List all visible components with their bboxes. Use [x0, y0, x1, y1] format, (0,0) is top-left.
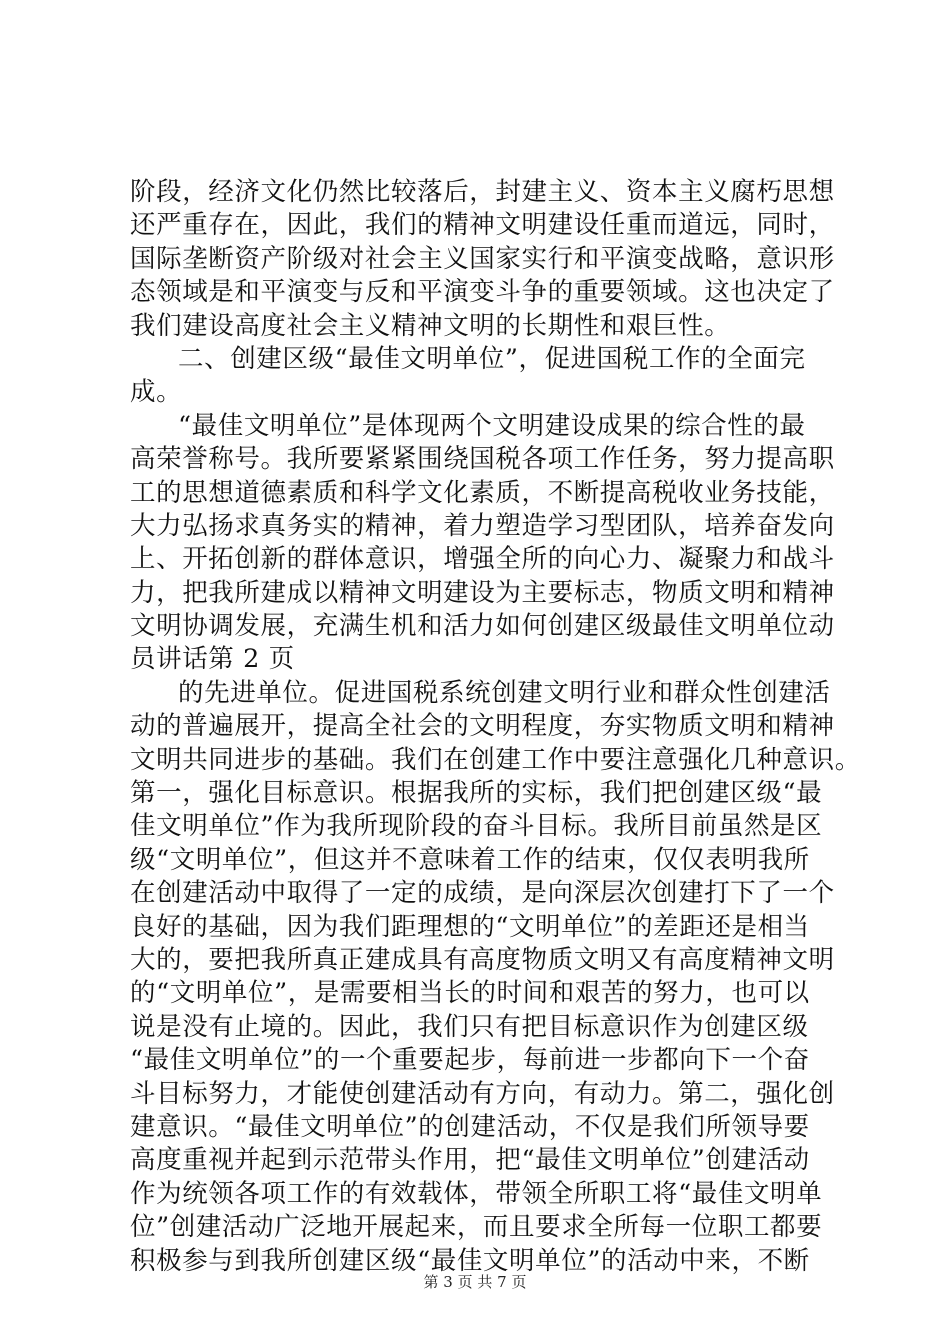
text-line: 级“文明单位”，但这并不意味着工作的结束，仅仅表明我所 [130, 844, 810, 875]
text-line: 力，把我所建成以精神文明建设为主要标志，物质文明和精神 [130, 577, 835, 608]
page-number-indicator: 第 3 页 共 7 页 [423, 1273, 527, 1291]
text-line: 成。 [130, 377, 183, 408]
text-line: 高荣誉称号。我所要紧紧围绕国税各项工作任务，努力提高职 [130, 444, 835, 475]
page-footer [0, 1272, 950, 1292]
text-line: 阶段，经济文化仍然比较落后，封建主义、资本主义腐朽思想 [130, 177, 835, 207]
text-line: 在创建活动中取得了一定的成绩，是向深层次创建打下了一个 [130, 878, 835, 909]
text-line: 国际垄断资产阶级对社会主义国家实行和平演变战略，意识形 [130, 243, 835, 274]
text-line: 文明共同进步的基础。我们在创建工作中要注意强化几种意识。 [130, 744, 861, 775]
text-line: 第一，强化目标意识。根据我所的实标，我们把创建区级“最 [130, 778, 823, 809]
text-line: 建意识。“最佳文明单位”的创建活动，不仅是我们所领导要 [130, 1111, 810, 1142]
text-line: 二、创建区级“最佳文明单位”，促进国税工作的全面完 [178, 343, 806, 374]
text-line: 高度重视并起到示范带头作用，把“最佳文明单位”创建活动 [130, 1145, 810, 1176]
text-line: 的“文明单位”，是需要相当长的时间和艰苦的努力，也可以 [130, 978, 810, 1009]
text-line: 态领域是和平演变与反和平演变斗争的重要领域。这也决定了 [130, 277, 835, 308]
text-line: 大力弘扬求真务实的精神，着力塑造学习型团队，培养奋发向 [130, 510, 835, 541]
text-line: 工的思想道德素质和科学文化素质，不断提高税收业务技能， [130, 477, 835, 508]
text-line: “最佳文明单位”的一个重要起步，每前进一步都向下一个奋 [130, 1045, 810, 1076]
text-line: 佳文明单位”作为我所现阶段的奋斗目标。我所目前虽然是区 [130, 811, 823, 842]
text-line: 员讲话第 2 页 [130, 644, 295, 675]
text-line: 斗目标努力，才能使创建活动有方向，有动力。第二，强化创 [130, 1078, 835, 1109]
text-line: 作为统领各项工作的有效载体，带领全所职工将“最佳文明单 [130, 1178, 823, 1209]
text-line: 大的，要把我所真正建成具有高度物质文明又有高度精神文明 [130, 944, 835, 975]
text-line: 说是没有止境的。因此，我们只有把目标意识作为创建区级 [130, 1011, 809, 1042]
text-line: 积极参与到我所创建区级“最佳文明单位”的活动中来，不断 [130, 1245, 810, 1276]
document-body [130, 176, 861, 1278]
text-line: 上、开拓创新的群体意识，增强全所的向心力、凝聚力和战斗 [130, 544, 835, 575]
text-line: 的先进单位。促进国税系统创建文明行业和群众性创建活 [178, 677, 831, 708]
text-line: 位”创建活动广泛地开展起来，而且要求全所每一位职工都要 [130, 1212, 823, 1243]
text-line: 还严重存在，因此，我们的精神文明建设任重而道远，同时， [130, 210, 835, 241]
text-line: “最佳文明单位”是体现两个文明建设成果的综合性的最 [178, 410, 806, 441]
text-line: 文明协调发展，充满生机和活力如何创建区级最佳文明单位动 [130, 611, 835, 642]
text-line: 动的普遍展开，提高全社会的文明程度，夯实物质文明和精神 [130, 711, 835, 742]
text-line: 我们建设高度社会主义精神文明的长期性和艰巨性。 [130, 310, 731, 341]
text-line: 良好的基础，因为我们距理想的“文明单位”的差距还是相当 [130, 911, 810, 942]
